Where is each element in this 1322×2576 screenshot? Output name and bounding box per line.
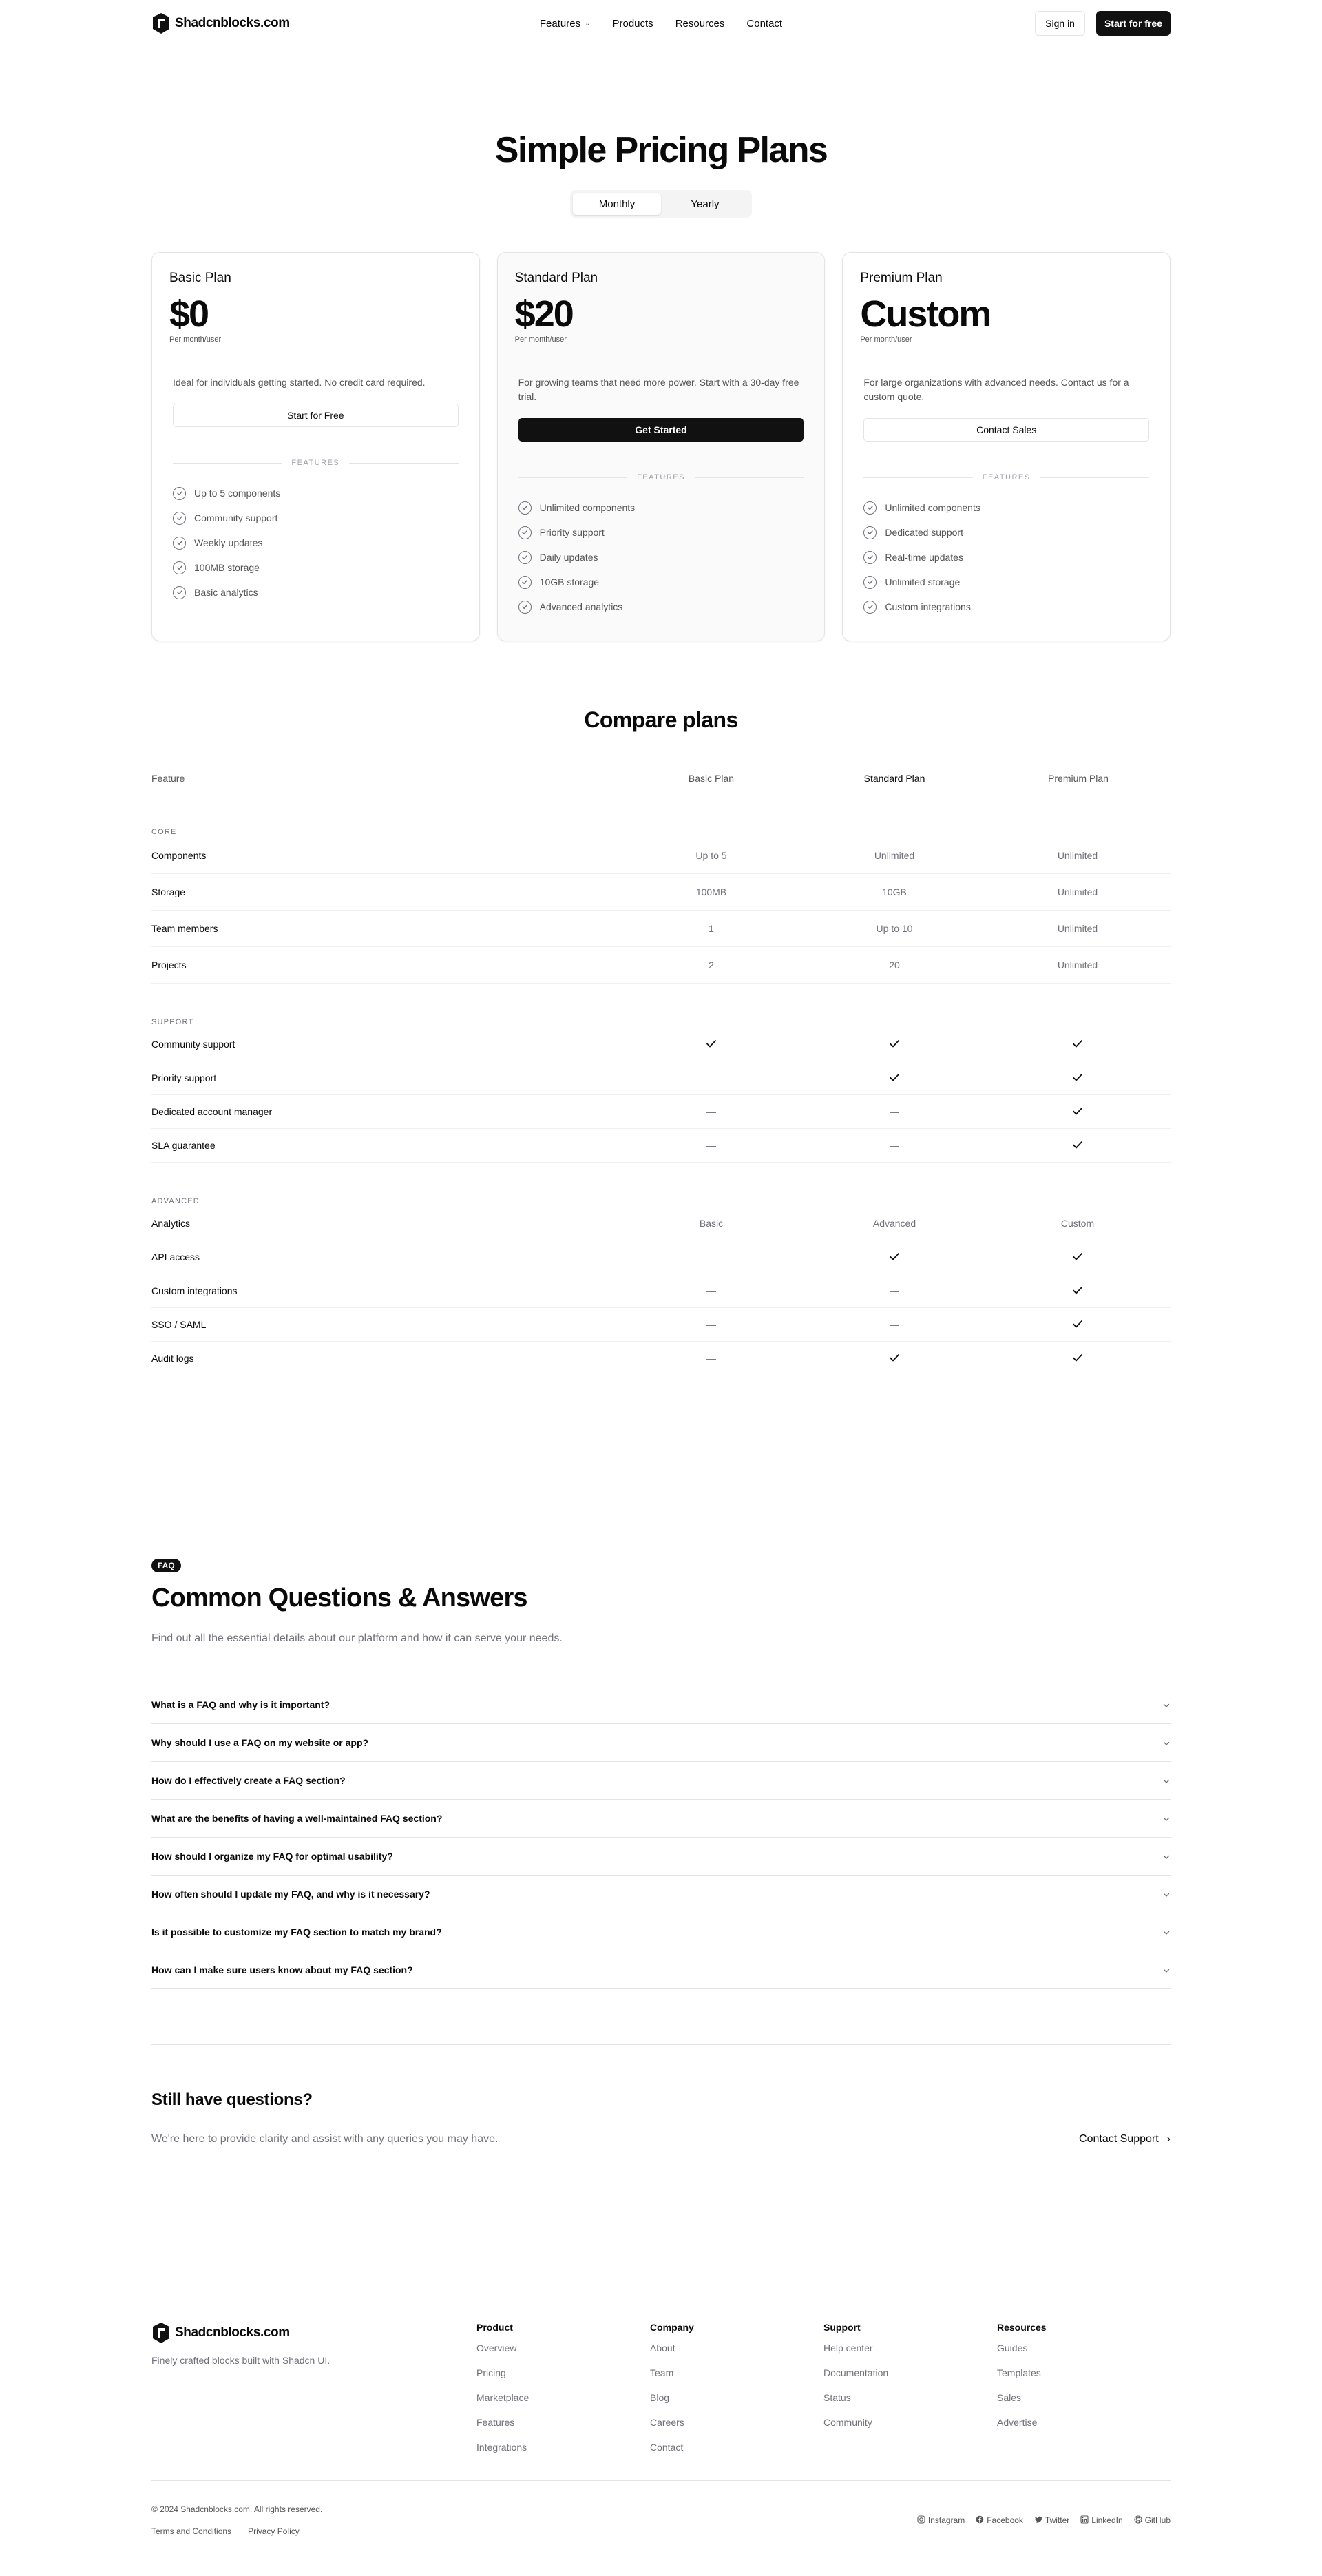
top-nav [151, 0, 1171, 47]
footer-column [823, 2322, 997, 2466]
feature-item [518, 520, 804, 545]
nav-products[interactable] [612, 18, 653, 30]
compare-row [151, 874, 1171, 911]
footer-link[interactable]: Community [823, 2417, 872, 2428]
compare-cell: Unlimited [1057, 886, 1098, 897]
feature-item [518, 594, 804, 619]
compare-feature-name: SSO / SAML [151, 1319, 207, 1330]
compare-row [151, 1028, 1171, 1061]
faq-item[interactable] [151, 1913, 1171, 1951]
brand-logo[interactable] [151, 12, 290, 34]
compare-row [151, 1342, 1171, 1375]
social-link-facebook[interactable] [976, 2504, 1023, 2536]
footer-link[interactable]: Advertise [997, 2417, 1038, 2428]
feature-label: 100MB storage [194, 562, 260, 573]
github-icon [1134, 2515, 1142, 2526]
check-circle-icon [518, 526, 532, 539]
compare-group-label: CORE [151, 828, 177, 836]
compare-cell: 20 [889, 959, 900, 970]
check-icon [1071, 1105, 1084, 1117]
compare-cell: — [706, 1285, 716, 1296]
compare-cell: Unlimited [1057, 923, 1098, 934]
legal-links [151, 2526, 322, 2536]
chevron-down-icon [1162, 1852, 1171, 1860]
footer-bottom [151, 2480, 1171, 2536]
compare-cell [803, 1250, 986, 1265]
footer-link[interactable]: Overview [476, 2343, 517, 2354]
compare-cell [986, 1250, 1169, 1265]
compare-cell: Basic [699, 1218, 724, 1229]
compare-feature-name: Team members [151, 923, 218, 934]
compare-row [151, 911, 1171, 947]
footer-link[interactable]: Pricing [476, 2367, 506, 2378]
toggle-monthly[interactable]: Monthly [573, 193, 661, 215]
footer-column-title: Product [476, 2322, 513, 2333]
pricing-card [151, 252, 480, 641]
compare-cell: Custom [1060, 1218, 1095, 1229]
compare-title: Compare plans [584, 707, 738, 732]
feature-label: Community support [194, 512, 278, 523]
check-circle-icon [173, 512, 186, 525]
compare-group-label: ADVANCED [151, 1197, 200, 1205]
feature-label: Unlimited storage [885, 577, 961, 588]
still-subtitle: We're here to provide clarity and assist with any queries you may have. [151, 2133, 499, 2145]
pricing-cards [151, 252, 1171, 641]
check-circle-icon [863, 551, 877, 564]
check-circle-icon [518, 501, 532, 515]
feature-label: Unlimited components [539, 502, 636, 513]
compare-cell [803, 1351, 986, 1366]
compare-cell: Unlimited [1057, 959, 1098, 970]
compare-row [151, 1061, 1171, 1095]
check-icon [1071, 1250, 1084, 1263]
feature-label: 10GB storage [539, 577, 600, 588]
feature-item [518, 570, 804, 594]
faq-list [151, 1686, 1171, 1989]
nav-actions [1035, 11, 1171, 36]
footer-link[interactable]: Contact [650, 2442, 684, 2453]
faq-item[interactable] [151, 1838, 1171, 1876]
feature-list [173, 481, 459, 605]
compare-cell [986, 1037, 1169, 1052]
compare-feature-name: API access [151, 1251, 200, 1263]
compare-row [151, 1129, 1171, 1163]
check-icon [1071, 1284, 1084, 1296]
footer-column [476, 2322, 650, 2466]
footer-link[interactable]: Marketplace [476, 2392, 529, 2403]
feature-item [173, 555, 459, 580]
privacy-link[interactable]: Privacy Policy [248, 2526, 300, 2536]
check-circle-icon [173, 487, 186, 500]
social-label: Facebook [987, 2515, 1023, 2525]
still-title: Still have questions? [151, 2090, 313, 2109]
brand-name: Shadcnblocks.com [175, 16, 290, 30]
footer-link[interactable]: Templates [997, 2367, 1041, 2378]
compare-cell: — [890, 1319, 899, 1330]
compare-table [151, 763, 1171, 1375]
feature-label: Dedicated support [885, 527, 963, 538]
chevron-down-icon [1162, 1701, 1171, 1709]
plan-period: Per month/user [169, 335, 222, 344]
compare-cell [986, 1318, 1169, 1332]
footer-link[interactable]: Documentation [823, 2367, 889, 2378]
compare-cell: — [890, 1140, 899, 1151]
compare-cell: — [890, 1285, 899, 1296]
compare-cell: 10GB [882, 886, 907, 897]
compare-cell: Advanced [872, 1218, 916, 1229]
compare-body [151, 810, 1171, 1375]
compare-feature-name: Audit logs [151, 1353, 194, 1364]
chevron-down-icon [1162, 1814, 1171, 1822]
pricing-card [842, 252, 1171, 641]
logo-icon [151, 2322, 171, 2344]
check-icon [888, 1351, 901, 1364]
footer-columns [476, 2322, 1171, 2466]
faq-item[interactable] [151, 1876, 1171, 1913]
social-links [917, 2504, 1171, 2536]
feature-label: Daily updates [539, 552, 598, 563]
footer-link[interactable]: Blog [650, 2392, 670, 2403]
footer-legal-block [151, 2504, 322, 2536]
terms-link[interactable]: Terms and Conditions [151, 2526, 232, 2536]
social-link-linkedin[interactable] [1080, 2504, 1122, 2536]
toggle-yearly[interactable]: Yearly [691, 198, 720, 210]
faq-badge: FAQ [151, 1559, 181, 1572]
check-circle-icon [863, 601, 877, 614]
compare-group-label: SUPPORT [151, 1018, 194, 1026]
feature-label: Priority support [539, 527, 605, 538]
feature-item [173, 481, 459, 506]
chevron-down-icon [1162, 1890, 1171, 1898]
faq-item[interactable] [151, 1762, 1171, 1800]
check-circle-icon [173, 537, 186, 550]
footer-brand-name: Shadcnblocks.com [175, 2325, 290, 2340]
feature-label: Up to 5 components [194, 488, 281, 499]
section-divider [151, 2044, 1171, 2045]
compare-header-feature: Feature [151, 772, 185, 784]
feature-item [173, 506, 459, 530]
compare-cell: Unlimited [874, 850, 915, 861]
compare-cell: — [706, 1072, 716, 1083]
plan-cta-button[interactable]: Get Started [518, 418, 804, 442]
plan-period: Per month/user [860, 335, 912, 344]
feature-list [518, 495, 804, 619]
compare-cell [986, 1284, 1169, 1298]
compare-row [151, 1095, 1171, 1129]
compare-row [151, 1308, 1171, 1342]
footer-link[interactable]: About [650, 2343, 675, 2354]
chevron-right-icon: › [1166, 2133, 1171, 2145]
nav-features[interactable] [540, 18, 591, 30]
features-separator: FEATURES [173, 459, 459, 467]
contact-support-link[interactable] [1079, 2133, 1171, 2146]
facebook-icon [976, 2515, 984, 2526]
footer-link[interactable]: Integrations [476, 2442, 527, 2453]
compare-cell: 100MB [695, 886, 727, 897]
faq-item[interactable] [151, 1686, 1171, 1724]
features-separator: FEATURES [863, 473, 1149, 481]
feature-item [518, 495, 804, 520]
social-label: Instagram [927, 2515, 965, 2525]
check-circle-icon [173, 586, 186, 599]
compare-cell: — [706, 1319, 716, 1330]
check-icon [705, 1037, 717, 1050]
check-circle-icon [863, 501, 877, 515]
nav-resources-label: Resources [675, 17, 725, 30]
footer-link[interactable]: Team [650, 2367, 674, 2378]
faq-subtitle: Find out all the essential details about our platform and how it can serve your needs. [151, 1632, 563, 1644]
compare-row [151, 838, 1171, 874]
footer-link[interactable]: Help center [823, 2343, 873, 2354]
compare-cell: — [706, 1106, 716, 1117]
footer-link[interactable]: Careers [650, 2417, 684, 2428]
chevron-down-icon [1162, 1738, 1171, 1747]
faq-title: Common Questions & Answers [151, 1583, 527, 1612]
plan-period: Per month/user [514, 335, 567, 344]
social-link-github[interactable] [1134, 2504, 1171, 2536]
start-for-free-button[interactable]: Start for free [1096, 11, 1171, 36]
plan-price: Custom [860, 293, 991, 335]
copyright: © 2024 Shadcnblocks.com. All rights reserved. [151, 2504, 323, 2514]
social-label: LinkedIn [1091, 2515, 1123, 2525]
social-link-instagram[interactable] [917, 2504, 965, 2536]
check-circle-icon [173, 561, 186, 574]
sign-in-button[interactable]: Sign in [1035, 11, 1085, 36]
plan-description: For large organizations with advanced needs. Contact us for a custom quote. [863, 377, 1129, 402]
footer-brand [151, 2322, 476, 2466]
footer-column-title: Company [650, 2322, 694, 2333]
footer-link[interactable]: Guides [997, 2343, 1028, 2354]
footer-column [650, 2322, 823, 2466]
nav-products-label: Products [612, 17, 653, 30]
social-label: GitHub [1144, 2515, 1171, 2525]
linkedin-icon [1080, 2515, 1089, 2526]
compare-cell [986, 1351, 1169, 1366]
compare-feature-name: Dedicated account manager [151, 1106, 273, 1117]
chevron-down-icon [1162, 1776, 1171, 1785]
compare-feature-name: Analytics [151, 1218, 191, 1229]
check-circle-icon [863, 526, 877, 539]
compare-cell: — [706, 1353, 716, 1364]
chevron-down-icon [1162, 1928, 1171, 1936]
chevron-down-icon: ⌄ [585, 19, 591, 28]
faq-question: What is a FAQ and why is it important? [151, 1699, 330, 1710]
check-icon [1071, 1037, 1084, 1050]
compare-cell: — [706, 1140, 716, 1151]
feature-item [863, 520, 1149, 545]
still-row [151, 2133, 1171, 2146]
check-icon [888, 1250, 901, 1263]
compare-row [151, 1240, 1171, 1274]
plan-cta-button[interactable]: Contact Sales [863, 418, 1149, 442]
footer-link[interactable]: Features [476, 2417, 515, 2428]
compare-feature-name: Components [151, 850, 207, 861]
compare-feature-name: SLA guarantee [151, 1140, 216, 1151]
compare-feature-name: Priority support [151, 1072, 217, 1083]
plan-name: Basic Plan [169, 271, 231, 285]
compare-cell: — [890, 1106, 899, 1117]
faq-item[interactable] [151, 1951, 1171, 1989]
faq-item[interactable] [151, 1724, 1171, 1762]
feature-label: Custom integrations [885, 601, 971, 612]
compare-row [151, 1274, 1171, 1308]
faq-item[interactable] [151, 1800, 1171, 1838]
feature-item [863, 594, 1149, 619]
billing-toggle [570, 190, 752, 218]
chevron-down-icon [1162, 1966, 1171, 1974]
compare-cell [803, 1071, 986, 1086]
plan-price: $0 [169, 293, 209, 335]
check-circle-icon [518, 601, 532, 614]
compare-cell: Up to 10 [876, 923, 913, 934]
check-icon [1071, 1071, 1084, 1083]
footer [151, 2322, 1171, 2466]
check-circle-icon [518, 576, 532, 589]
feature-item [863, 570, 1149, 594]
compare-cell: — [706, 1251, 716, 1263]
compare-row [151, 1207, 1171, 1240]
page-title: Simple Pricing Plans [494, 130, 828, 170]
plan-name: Premium Plan [860, 271, 943, 285]
feature-label: Basic analytics [194, 587, 258, 598]
faq-question: How do I effectively create a FAQ section? [151, 1775, 346, 1786]
feature-item [173, 580, 459, 605]
faq-question: How should I organize my FAQ for optimal usability? [151, 1851, 393, 1862]
features-separator: FEATURES [518, 473, 804, 481]
compare-header-standard: Standard Plan [863, 772, 925, 784]
faq-question: How often should I update my FAQ, and why is it necessary? [151, 1889, 430, 1900]
feature-item [173, 530, 459, 555]
check-icon [1071, 1351, 1084, 1364]
check-icon [888, 1037, 901, 1050]
compare-cell: Unlimited [1057, 850, 1098, 861]
social-label: Twitter [1045, 2515, 1070, 2525]
footer-link[interactable]: Sales [997, 2392, 1022, 2403]
compare-header-row [151, 763, 1171, 793]
compare-cell [803, 1037, 986, 1052]
compare-feature-name: Custom integrations [151, 1285, 238, 1296]
compare-cell [986, 1139, 1169, 1153]
check-circle-icon [863, 576, 877, 589]
compare-feature-name: Storage [151, 886, 186, 897]
feature-label: Weekly updates [194, 537, 263, 548]
check-icon [1071, 1318, 1084, 1330]
compare-cell: 2 [709, 959, 714, 970]
footer-tagline: Finely crafted blocks built with Shadcn UI. [151, 2355, 330, 2366]
compare-cell: Up to 5 [695, 850, 727, 861]
plan-name: Standard Plan [514, 271, 598, 285]
compare-feature-name: Projects [151, 959, 187, 970]
feature-item [863, 495, 1149, 520]
plan-cta-button[interactable]: Start for Free [173, 404, 459, 427]
compare-feature-name: Community support [151, 1039, 235, 1050]
check-circle-icon [518, 551, 532, 564]
compare-header-basic: Basic Plan [688, 772, 735, 784]
nav-features-label: Features [539, 17, 581, 30]
faq-question: How can I make sure users know about my FAQ section? [151, 1964, 413, 1975]
plan-description: For growing teams that need more power. Start with a 30-day free trial. [518, 377, 799, 402]
faq-question: What are the benefits of having a well-maintained FAQ section? [151, 1813, 443, 1824]
compare-cell [986, 1071, 1169, 1086]
social-link-twitter[interactable] [1034, 2504, 1069, 2536]
compare-cell: 1 [709, 923, 714, 934]
nav-resources[interactable] [675, 18, 725, 30]
footer-column-title: Resources [997, 2322, 1047, 2333]
feature-label: Unlimited components [885, 502, 980, 513]
nav-contact[interactable] [746, 18, 782, 30]
nav-contact-label: Contact [746, 17, 783, 30]
twitter-icon [1034, 2515, 1042, 2526]
faq-question: Why should I use a FAQ on my website or app? [151, 1737, 369, 1748]
nav-links [540, 18, 782, 30]
pricing-card [497, 252, 826, 641]
feature-list [863, 495, 1149, 619]
footer-logo[interactable] [151, 2322, 476, 2344]
feature-label: Advanced analytics [539, 601, 623, 612]
compare-header-premium: Premium Plan [1048, 772, 1109, 784]
plan-price: $20 [514, 293, 573, 335]
feature-item [863, 545, 1149, 570]
feature-label: Real-time updates [885, 552, 963, 563]
compare-row [151, 947, 1171, 984]
check-icon [888, 1071, 901, 1083]
plan-description: Ideal for individuals getting started. No credit card required. [173, 377, 426, 388]
footer-column [997, 2322, 1171, 2466]
contact-support-label: Contact Support [1079, 2133, 1159, 2145]
check-icon [1071, 1139, 1084, 1151]
faq-question: Is it possible to customize my FAQ section to match my brand? [151, 1926, 442, 1938]
feature-item [518, 545, 804, 570]
instagram-icon [917, 2515, 925, 2526]
logo-icon [151, 12, 171, 34]
compare-cell [620, 1037, 803, 1052]
compare-cell [986, 1105, 1169, 1119]
footer-column-title: Support [823, 2322, 861, 2333]
footer-link[interactable]: Status [823, 2392, 851, 2403]
